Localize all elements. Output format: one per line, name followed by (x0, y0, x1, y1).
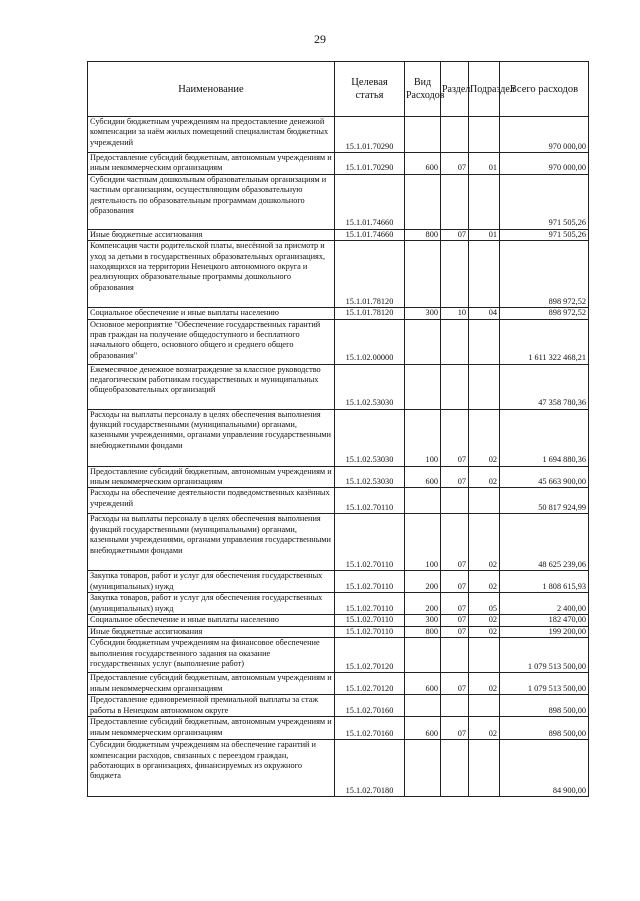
row-total: 48 625 239,06 (500, 514, 589, 571)
row-target-code: 15.1.02.70110 (335, 593, 405, 615)
header-razdel: Раздел (441, 62, 469, 117)
row-total: 1 611 322 468,21 (500, 319, 589, 364)
row-expense-type: 300 (405, 615, 441, 626)
row-section (441, 638, 469, 673)
row-subsection (469, 740, 500, 797)
table-row (88, 153, 589, 175)
row-section (441, 488, 469, 514)
row-name: Социальное обеспечение и иные выплаты населению (88, 308, 335, 319)
row-name: Предоставление субсидий бюджетным, автономным учреждениям и иным некоммерческим организациям (88, 717, 335, 740)
row-section: 07 (441, 229, 469, 240)
table-row (88, 174, 589, 229)
row-expense-type (405, 488, 441, 514)
row-expense-type: 100 (405, 514, 441, 571)
table-row (88, 488, 589, 514)
row-expense-type: 300 (405, 308, 441, 319)
row-subsection: 02 (469, 717, 500, 740)
row-section (441, 241, 469, 308)
row-expense-type: 100 (405, 409, 441, 466)
row-subsection (469, 319, 500, 364)
table-row (88, 717, 589, 740)
row-subsection (469, 638, 500, 673)
row-expense-type (405, 638, 441, 673)
row-name: Иные бюджетные ассигнования (88, 229, 335, 240)
row-target-code: 15.1.02.70180 (335, 740, 405, 797)
row-total: 1 079 513 500,00 (500, 673, 589, 695)
row-expense-type (405, 174, 441, 229)
row-target-code: 15.1.01.78120 (335, 241, 405, 308)
row-name: Закупка товаров, работ и услуг для обеспечения государственных (муниципальных) нужд (88, 593, 335, 615)
row-section: 07 (441, 153, 469, 175)
table-header-row (88, 62, 589, 117)
table-row (88, 695, 589, 717)
row-name: Ежемесячное денежное вознаграждение за классное руководство педагогическим работникам государственных и муниципальных общеобразовательных организаций (88, 364, 335, 409)
row-target-code: 15.1.02.53030 (335, 409, 405, 466)
row-section (441, 695, 469, 717)
table-row (88, 364, 589, 409)
row-name: Расходы на обеспечение деятельности подведомственных казённых учреждений (88, 488, 335, 514)
row-name: Закупка товаров, работ и услуг для обеспечения государственных (муниципальных) нужд (88, 571, 335, 593)
row-expense-type (405, 319, 441, 364)
row-target-code: 15.1.02.70110 (335, 571, 405, 593)
row-expense-type: 800 (405, 229, 441, 240)
row-name: Предоставление субсидий бюджетным, автономным учреждениям и иным некоммерческим организациям (88, 153, 335, 175)
row-section: 10 (441, 308, 469, 319)
row-target-code: 15.1.02.70110 (335, 488, 405, 514)
header-code: Целевая статья (335, 62, 405, 117)
row-expense-type: 200 (405, 571, 441, 593)
row-subsection: 05 (469, 593, 500, 615)
row-subsection (469, 174, 500, 229)
row-section (441, 364, 469, 409)
row-subsection: 02 (469, 409, 500, 466)
row-section: 07 (441, 466, 469, 488)
row-subsection: 01 (469, 153, 500, 175)
row-expense-type (405, 241, 441, 308)
row-subsection (469, 117, 500, 153)
row-name: Субсидии бюджетным учреждениям на финансовое обеспечение выполнения государственного задания на оказание государственных услуг (выполнение работ) (88, 638, 335, 673)
page-number: 29 (314, 32, 326, 46)
row-name: Иные бюджетные ассигнования (88, 626, 335, 637)
row-target-code: 15.1.01.74660 (335, 229, 405, 240)
row-target-code: 15.1.02.70120 (335, 638, 405, 673)
row-name: Расходы на выплаты персоналу в целях обеспечения выполнения функций государственными (муниципальными) органами, казенными учреждениями, органами управления государственными внебюджетными фондами (88, 514, 335, 571)
row-subsection: 02 (469, 466, 500, 488)
row-name: Субсидии бюджетным учреждениям на обеспечение гарантий и компенсации расходов, связанных с переездом граждан, работающих в организациях, финансируемых из окружного бюджета (88, 740, 335, 797)
row-subsection (469, 488, 500, 514)
row-name: Компенсация части родительской платы, внесённой за присмотр и уход за детьми в государственных образовательных организациях, находящихся на территории Ненецкого автономного округа и реализующих образовательные программы дошкольного образования (88, 241, 335, 308)
table-row (88, 615, 589, 626)
table-row (88, 308, 589, 319)
row-subsection: 02 (469, 571, 500, 593)
row-subsection: 04 (469, 308, 500, 319)
row-total: 199 200,00 (500, 626, 589, 637)
table-row (88, 626, 589, 637)
row-section: 07 (441, 571, 469, 593)
row-target-code: 15.1.02.70160 (335, 695, 405, 717)
table-row (88, 117, 589, 153)
row-name: Предоставление субсидий бюджетным, автономным учреждениям и иным некоммерческим организациям (88, 673, 335, 695)
table-row (88, 319, 589, 364)
header-name: Наименование (88, 62, 335, 117)
row-total: 84 900,00 (500, 740, 589, 797)
row-total: 47 358 780,36 (500, 364, 589, 409)
row-total: 1 079 513 500,00 (500, 638, 589, 673)
row-expense-type (405, 364, 441, 409)
row-target-code: 15.1.01.78120 (335, 308, 405, 319)
row-total: 970 000,00 (500, 153, 589, 175)
row-subsection: 02 (469, 673, 500, 695)
row-section: 07 (441, 626, 469, 637)
row-name: Субсидии частным дошкольным образовательным организациям и частным организациям, осуществляющим образовательную деятельность по образовательным программам дошкольного образования (88, 174, 335, 229)
row-total: 898 972,52 (500, 308, 589, 319)
header-vid: Вид Расходов (405, 62, 441, 117)
table-row (88, 740, 589, 797)
table-row (88, 638, 589, 673)
row-total: 971 505,26 (500, 174, 589, 229)
row-total: 898 500,00 (500, 695, 589, 717)
row-name: Основное мероприятие "Обеспечение государственных гарантий прав граждан на получение общедоступного и бесплатного начального общего, основного общего и среднего общего образования" (88, 319, 335, 364)
row-expense-type: 200 (405, 593, 441, 615)
row-expense-type (405, 740, 441, 797)
table-row (88, 514, 589, 571)
row-total: 898 972,52 (500, 241, 589, 308)
row-subsection (469, 241, 500, 308)
table-row (88, 466, 589, 488)
row-subsection: 02 (469, 615, 500, 626)
row-expense-type (405, 117, 441, 153)
row-subsection (469, 695, 500, 717)
row-target-code: 15.1.02.70160 (335, 717, 405, 740)
table-row (88, 409, 589, 466)
row-subsection (469, 364, 500, 409)
row-section (441, 319, 469, 364)
row-section: 07 (441, 615, 469, 626)
row-target-code: 15.1.01.74660 (335, 174, 405, 229)
row-name: Предоставление единовременной премиальной выплаты за стаж работы в Ненецком автономном округе (88, 695, 335, 717)
row-total: 970 000,00 (500, 117, 589, 153)
table-row (88, 229, 589, 240)
header-podrazdel: Подраздел (469, 62, 500, 117)
row-subsection: 02 (469, 626, 500, 637)
row-section (441, 740, 469, 797)
budget-table (87, 61, 589, 797)
table-row (88, 673, 589, 695)
row-subsection: 02 (469, 514, 500, 571)
row-name: Расходы на выплаты персоналу в целях обеспечения выполнения функций государственными (муниципальными) органами, казенными учреждениями, органами управления государственными внебюджетными фондами (88, 409, 335, 466)
row-section (441, 174, 469, 229)
row-total: 1 694 880,36 (500, 409, 589, 466)
row-section: 07 (441, 593, 469, 615)
row-target-code: 15.1.02.53030 (335, 466, 405, 488)
row-target-code: 15.1.02.70110 (335, 514, 405, 571)
row-target-code: 15.1.02.70110 (335, 626, 405, 637)
row-expense-type: 600 (405, 673, 441, 695)
row-section (441, 117, 469, 153)
row-total: 1 808 615,93 (500, 571, 589, 593)
row-total: 2 400,00 (500, 593, 589, 615)
row-section: 07 (441, 409, 469, 466)
row-section: 07 (441, 717, 469, 740)
row-section: 07 (441, 514, 469, 571)
row-expense-type (405, 695, 441, 717)
row-target-code: 15.1.02.70120 (335, 673, 405, 695)
row-name: Социальное обеспечение и иные выплаты населению (88, 615, 335, 626)
row-name: Субсидии бюджетным учреждениям на предоставление денежной компенсации за наём жилых помещений специалистам бюджетных учреждений (88, 117, 335, 153)
row-total: 182 470,00 (500, 615, 589, 626)
row-total: 898 500,00 (500, 717, 589, 740)
row-total: 971 505,26 (500, 229, 589, 240)
row-total: 50 817 924,99 (500, 488, 589, 514)
table-row (88, 241, 589, 308)
row-expense-type: 600 (405, 153, 441, 175)
row-subsection: 01 (469, 229, 500, 240)
row-section: 07 (441, 673, 469, 695)
row-total: 45 663 900,00 (500, 466, 589, 488)
row-target-code: 15.1.01.70290 (335, 153, 405, 175)
row-expense-type: 800 (405, 626, 441, 637)
table-row (88, 593, 589, 615)
row-target-code: 15.1.02.53030 (335, 364, 405, 409)
row-expense-type: 600 (405, 717, 441, 740)
row-target-code: 15.1.02.00000 (335, 319, 405, 364)
row-target-code: 15.1.01.70290 (335, 117, 405, 153)
header-total: Всего расходов (500, 62, 589, 117)
row-target-code: 15.1.02.70110 (335, 615, 405, 626)
row-name: Предоставление субсидий бюджетным, автономным учреждениям и иным некоммерческим организациям (88, 466, 335, 488)
row-expense-type: 600 (405, 466, 441, 488)
table-row (88, 571, 589, 593)
